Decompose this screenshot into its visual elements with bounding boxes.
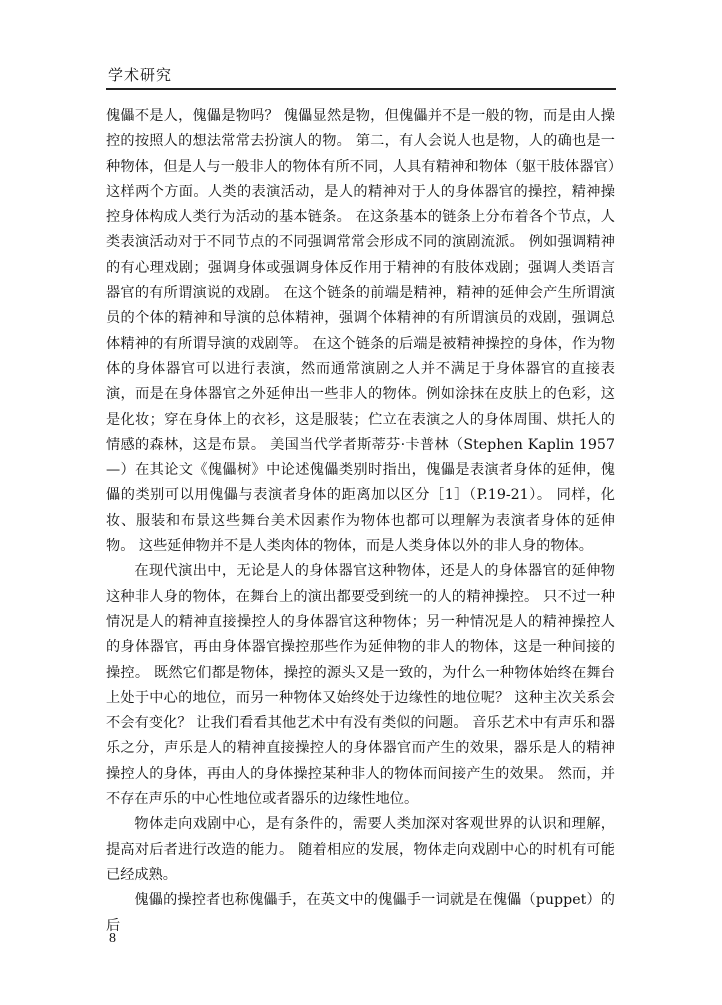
page-number: 8	[109, 931, 116, 946]
paragraph-2: 在现代演出中，无论是人的身体器官这种物体，还是人的身体器官的延伸物这种非人身的物体，在舞台上的演出都要受到统一的人的精神操控。 只不过一种情况是人的精神直接操控人的身体器官这种物体；另一种情况是人的精神操控人的身体器官，再由身体器官操控那些作为延伸物的非人的物体，这是一种间接的操控。 既然它们都是物体，操控的源头又是一致的，为什么一种物体始终在舞台上处于中心的地位，而另一种物体又始终处于边缘性的地位呢？ 这种主次关系会不会有变化？ 让我们看看其他艺术中有没有类似的问题。 音乐艺术中有声乐和器乐之分，声乐是人的精神直接操控人的身体器官而产生的效果，器乐是人的精神操控人的身体，再由人的身体操控某种非人的物体而间接产生的效果。 然而，并不存在声乐的中心性地位或者器乐的边缘性地位。	[106, 563, 615, 808]
paragraph-1: 傀儡不是人，傀儡是物吗？ 傀儡显然是物，但傀儡并不是一般的物，而是由人操控的按照人的想法常常去扮演人的物。 第二，有人会说人也是物，人的确也是一种物体，但是人与一般非人的物体有所不同，人具有精神和物体（躯干肢体器官）这样两个方面。人类的表演活动，是人的精神对于人的身体器官的操控，精神操控身体构成人类行为活动的基本链条。 在这条基本的链条上分布着各个节点，人类表演活动对于不同节点的不同强调常常会形成不同的演剧流派。 例如强调精神的有心理戏剧；强调身体或强调身体反作用于精神的有肢体戏剧；强调人类语言器官的有所谓演说的戏剧。 在这个链条的前端是精神，精神的延伸会产生所谓演员的个体的精神和导演的总体精神，强调个体精神的有所谓演员的戏剧，强调总体精神的有所谓导演的戏剧等。 在这个链条的后端是被精神操控的身体，作为物体的身体器官可以进行表演，然而通常演剧之人并不满足于身体器官的直接表演，而是在身体器官之外延伸出一些非人的物体。例如涂抹在皮肤上的色彩，这是化妆；穿在身体上的衣衫，这是服装；伫立在表演之人的身体周围、烘托人的情感的森林，这是布景。 美国当代学者斯蒂芬·卡普林（Stephen Kaplin 1957—）在其论文《傀儡树》中论述傀儡类别时指出，傀儡是表演者身体的延伸，傀儡的类别可以用傀儡与表演者身体的距离加以区分［1］（P.19-21）。 同样，化妆、服装和布景这些舞台美术因素作为物体也都可以理解为表演者身体的延伸物。 这些延伸物并不是人类肉体的物体，而是人类身体以外的非人身的物体。	[106, 108, 615, 555]
paragraph-3: 物体走向戏剧中心，是有条件的，需要人类加深对客观世界的认识和理解，提高对后者进行改造的能力。 随着相应的发展，物体走向戏剧中心的时机有可能已经成熟。	[106, 816, 615, 883]
header-divider	[106, 88, 616, 90]
running-header-title: 学术研究	[108, 66, 173, 84]
body-text	[106, 104, 615, 939]
paragraph-4: 傀儡的操控者也称傀儡手，在英文中的傀儡手一词就是在傀儡（puppet）的后	[106, 892, 615, 934]
